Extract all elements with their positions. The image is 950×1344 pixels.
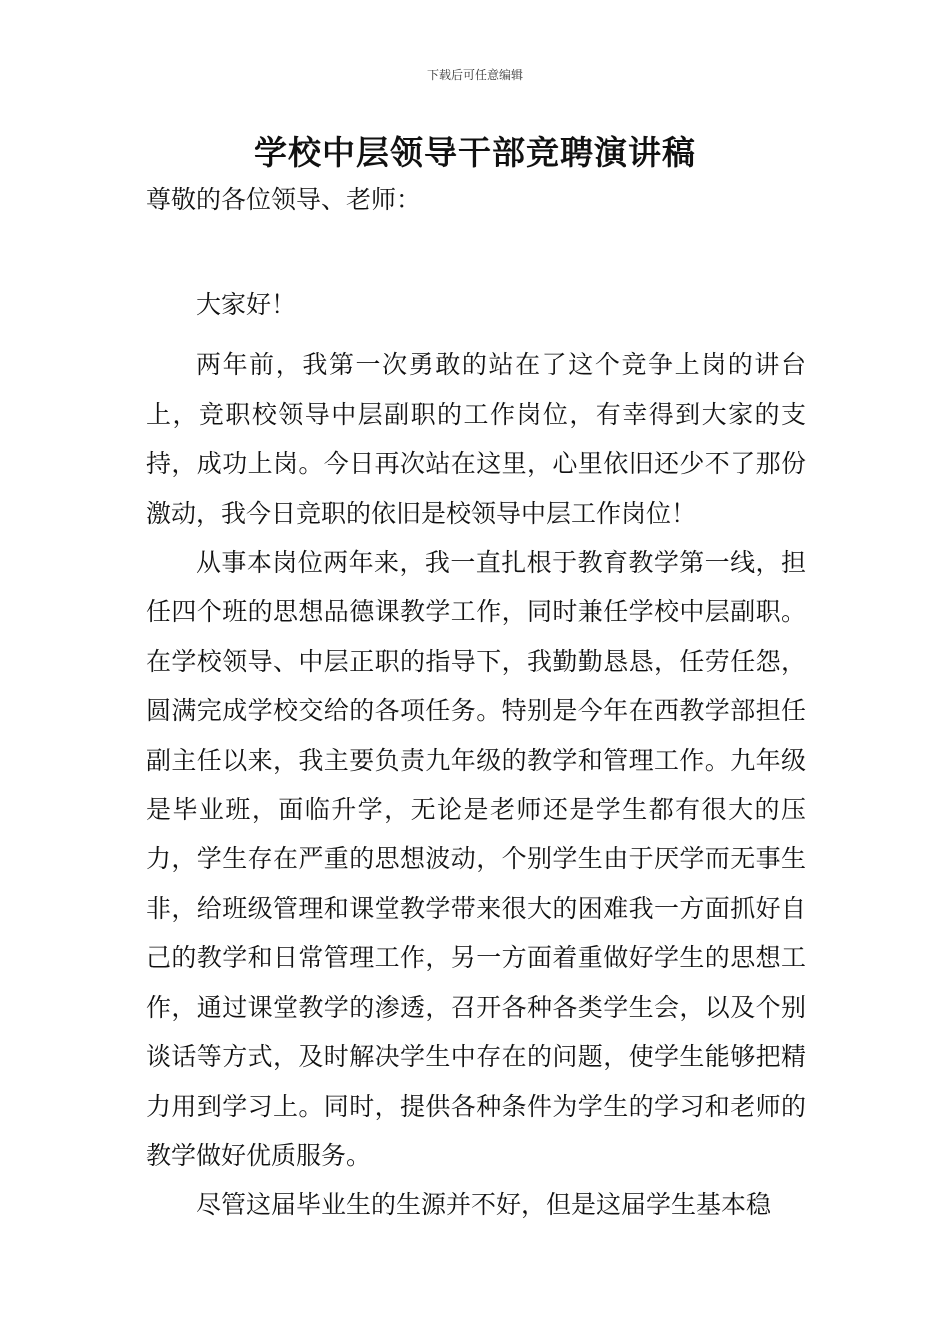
header-note: 下载后可任意编辑 [426, 68, 523, 82]
greeting: 大家好！ [196, 290, 297, 319]
document-title: 学校中层领导干部竞聘演讲稿 [254, 133, 696, 172]
salutation: 尊敬的各位领导、老师： [146, 185, 422, 214]
paragraph-3: 尽管这届毕业生的生源并不好，但是这届学生基本稳 [196, 1190, 772, 1220]
paragraph-2: 从事本岗位两年来，我一直扎根于教育教学第一线，担任四个班的思想品德课教学工作，同时兼任学校中层副职。在学校领导、中层正职的指导下，我勤勤恳恳，任劳任怨，圆满完成学校交给的各项任务。特别是今年在西教学部担任副主任以来，我主要负责九年级的教学和管理工作。九年级是毕业班，面临升学，无论是老师还是学生都有很大的压力，学生存在严重的思想波动，个别学生由于厌学而无事生非，给班级管理和课堂教学带来很大的困难我一方面抓好自己的教学和日常管理工作，另一方面着重做好学生的思想工作，通过课堂教学的渗透，召开各种各类学生会，以及个别谈话等方式，及时解决学生中存在的问题，使学生能够把精力用到学习上。同时，提供各种条件为学生的学习和老师的教学做好优质服务。 [146, 548, 806, 1170]
document-body [146, 280, 806, 1230]
paragraph-1: 两年前，我第一次勇敢的站在了这个竞争上岗的讲台上，竞职校领导中层副职的工作岗位，有幸得到大家的支持，成功上岗。今日再次站在这里，心里依旧还少不了那份激动，我今日竞职的依旧是校领导中层工作岗位！ [146, 350, 806, 528]
